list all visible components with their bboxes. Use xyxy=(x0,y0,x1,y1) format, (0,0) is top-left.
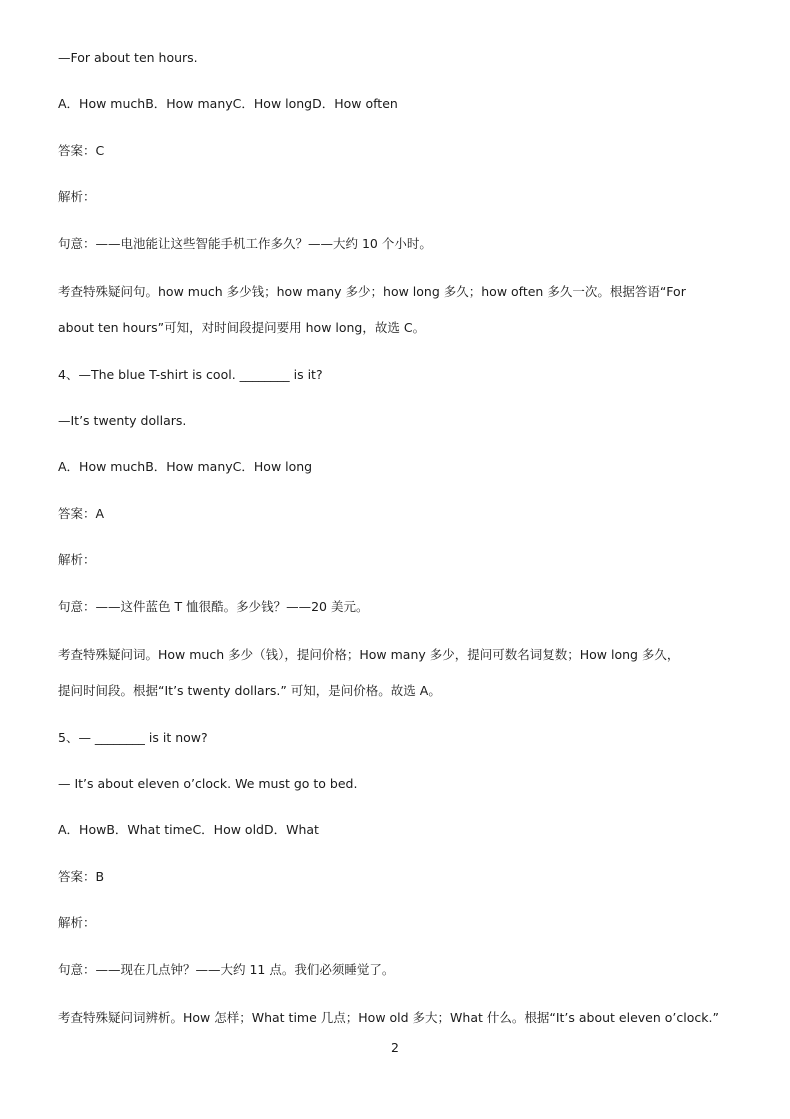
q3-analysis-label: 解析： xyxy=(58,189,96,204)
q5-options: A．HowB．What timeC．How oldD．What xyxy=(58,822,319,837)
q4-analysis-label: 解析： xyxy=(58,552,96,567)
q4-options: A．How muchB．How manyC．How long xyxy=(58,459,313,474)
q5-analysis-label: 解析： xyxy=(58,915,96,930)
q4-answer-dialogue: —It’s twenty dollars. xyxy=(58,413,187,428)
q3-options: A．How muchB．How manyC．How longD．How often xyxy=(58,96,398,111)
q5-meaning: 句意：——现在几点钟？——大约 11 点。我们必须睡觉了。 xyxy=(58,962,395,977)
q3-explanation-line2: about ten hours”可知，对时间段提问要用 how long，故选 C。 xyxy=(58,320,426,335)
q5-answer: 答案：B xyxy=(58,869,105,884)
q5-explanation-line1: 考查特殊疑问词辨析。How 怎样；What time 几点；How old 多大；What 什么。根据“It’s about eleven o’clock.” xyxy=(58,1010,719,1025)
q3-meaning: 句意：——电池能让这些智能手机工作多久？——大约 10 个小时。 xyxy=(58,236,432,251)
q5-question: 5、— ________ is it now? xyxy=(58,730,208,745)
q3-explanation-line1: 考查特殊疑问句。how much 多少钱；how many 多少；how long 多久；how often 多久一次。根据答语“For xyxy=(58,284,686,299)
q3-answer-dialogue: —For about ten hours. xyxy=(58,50,198,65)
q4-meaning: 句意：——这件蓝色 T 恤很酷。多少钱？——20 美元。 xyxy=(58,599,369,614)
q4-question: 4、—The blue T-shirt is cool. ________ is it? xyxy=(58,367,323,382)
q3-answer: 答案：C xyxy=(58,143,105,158)
page-number: 2 xyxy=(391,1040,399,1055)
q5-answer-dialogue: — It’s about eleven o’clock. We must go to bed. xyxy=(58,776,358,791)
q4-answer: 答案：A xyxy=(58,506,105,521)
q4-explanation-line2: 提问时间段。根据“It’s twenty dollars.” 可知，是问价格。故选 A。 xyxy=(58,683,441,698)
q4-explanation-line1: 考查特殊疑问词。How much 多少（钱），提问价格；How many 多少，提问可数名词复数；How long 多久， xyxy=(58,647,680,662)
